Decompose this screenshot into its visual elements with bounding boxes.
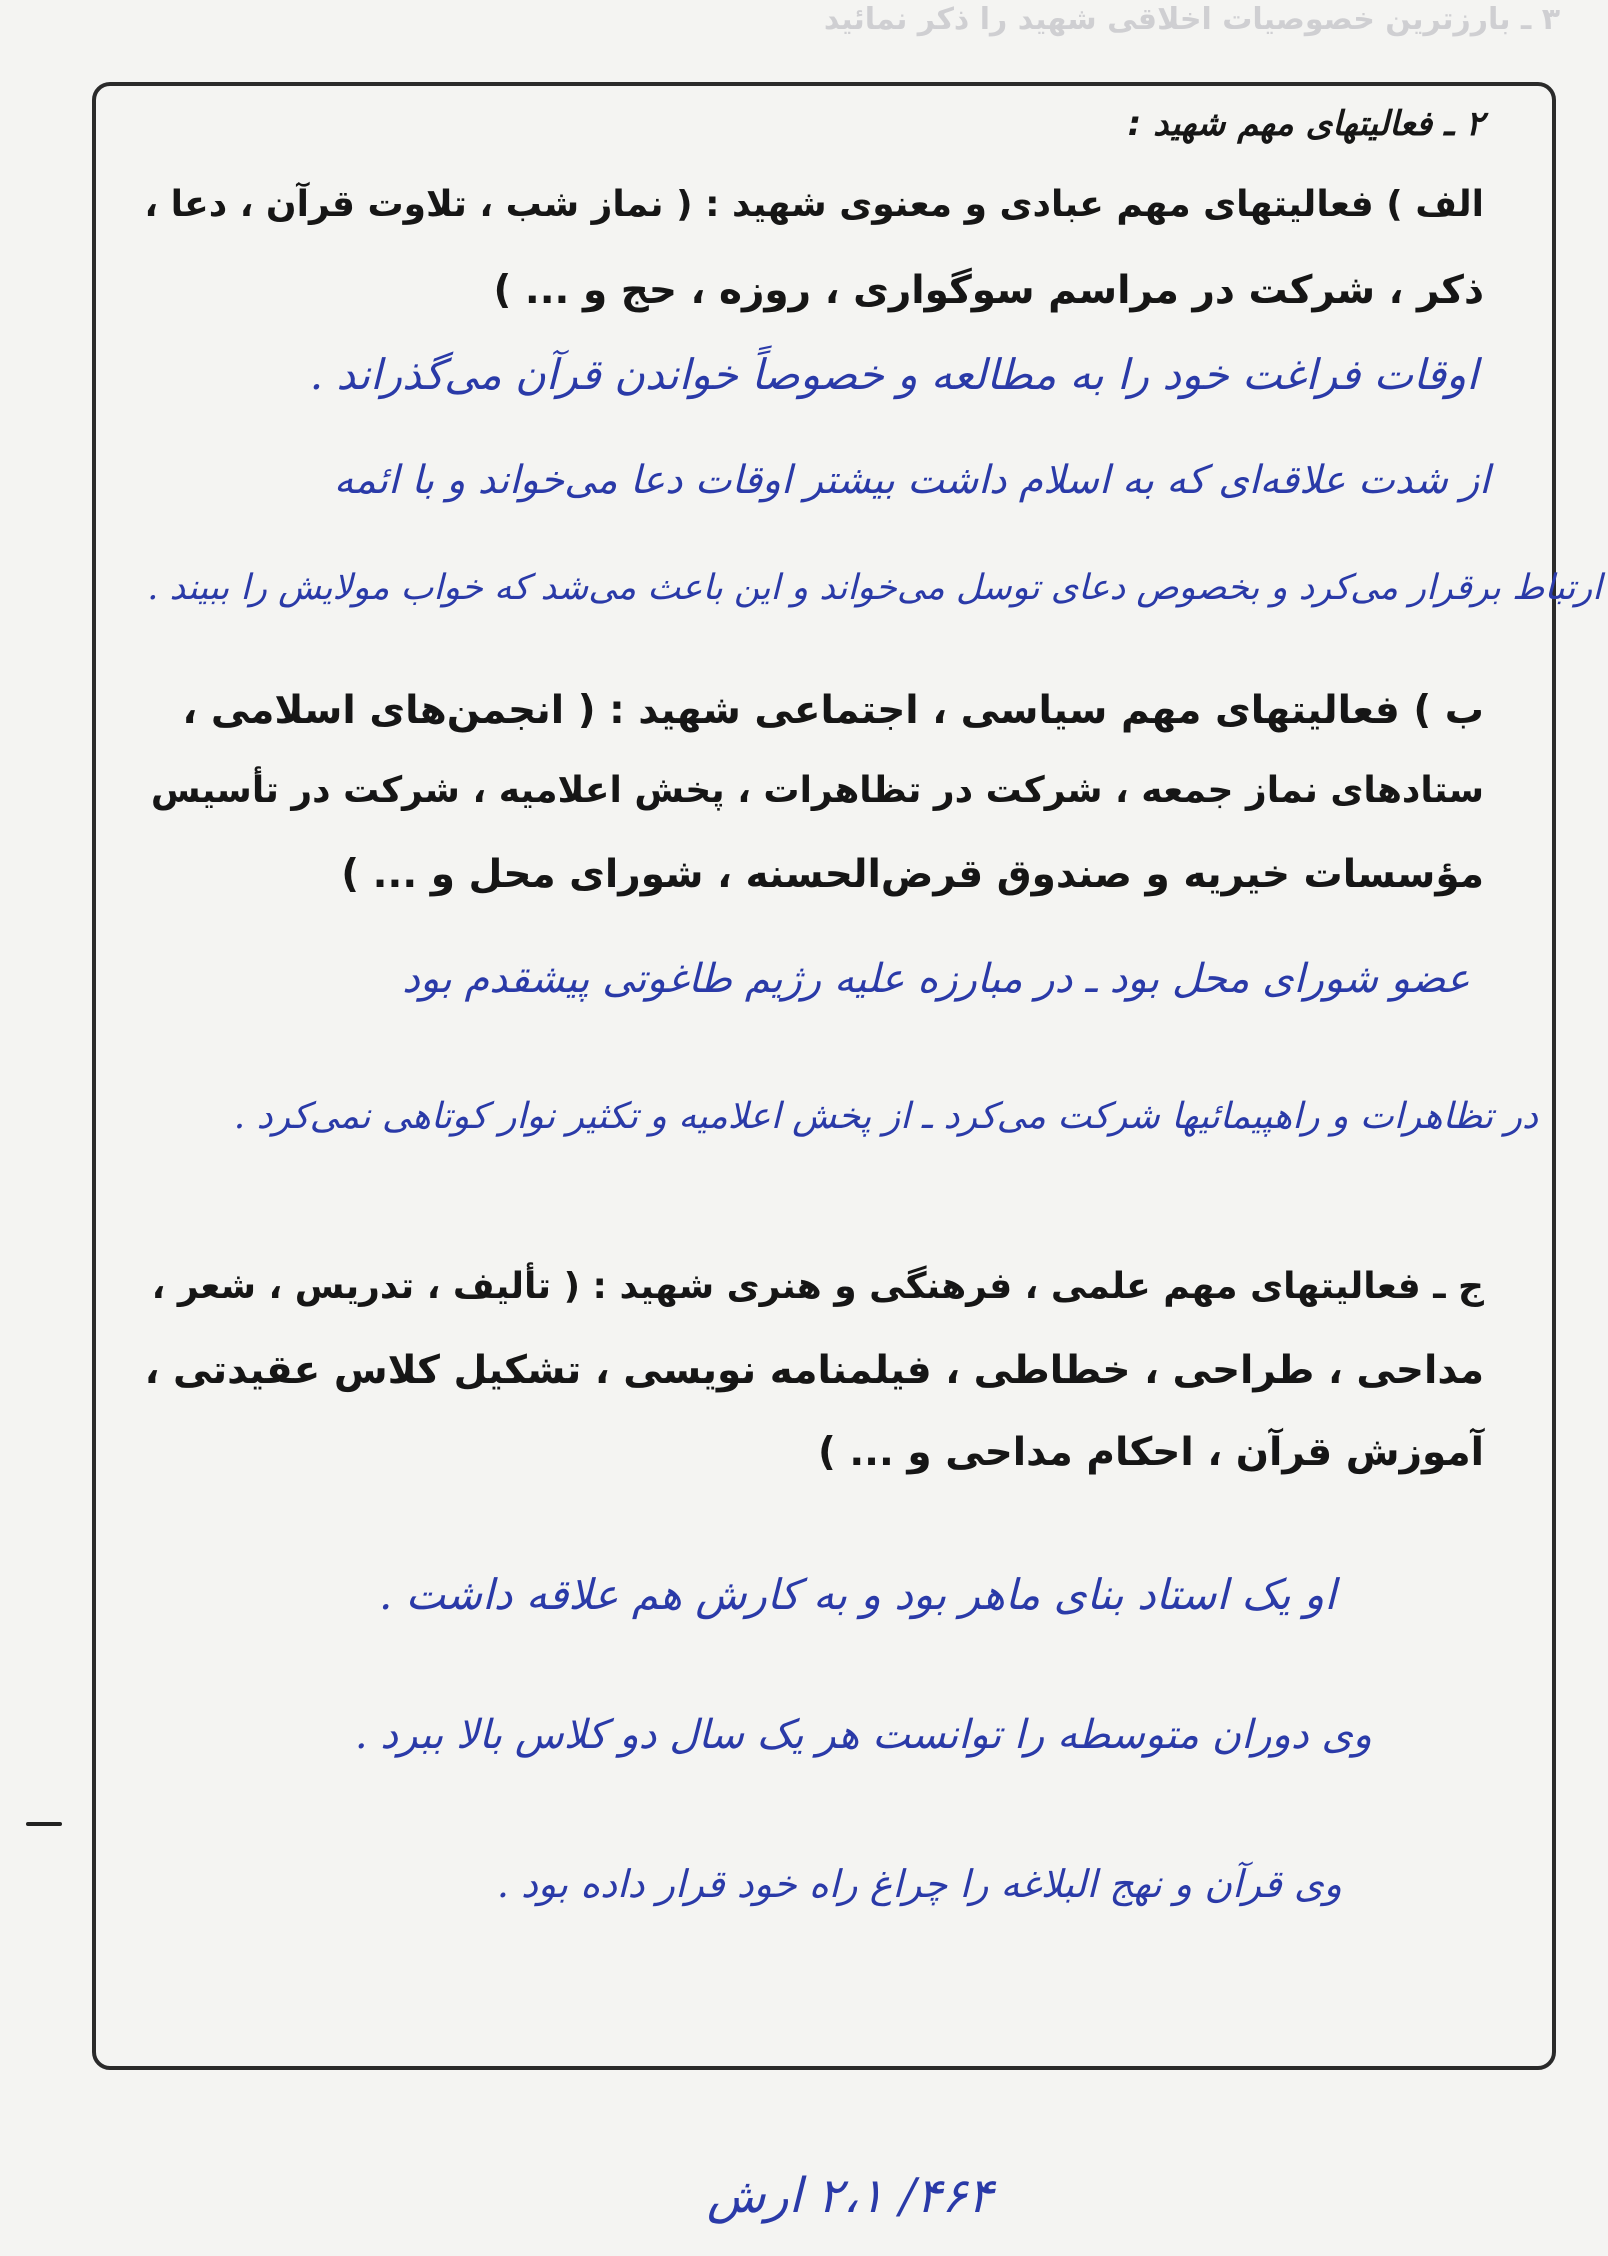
- section-b-answer-1: عضو شورای محل بود ـ در مبارزه علیه رژیم طاغوتی پیشقدم بود: [402, 956, 1470, 1002]
- section-c-answer-1: او یک استاد بنای ماهر بود و به کارش هم علاقه داشت .: [378, 1570, 1336, 1619]
- section-c-answer-3: وی قرآن و نهج البلاغه را چراغ راه خود قرار داده بود .: [496, 1862, 1342, 1906]
- section-c-line-2: مداحی ، طراحی ، خطاطی ، فیلمنامه نویسی ، تشکیل کلاس عقیدتی ،: [144, 1348, 1484, 1393]
- section-c-line-3: آموزش قرآن ، احکام مداحی و ... ): [817, 1430, 1484, 1475]
- section-a-answer-1: اوقات فراغت خود را به مطالعه و خصوصاً خواندن قرآن می‌گذراند .: [309, 350, 1478, 399]
- stray-pen-mark: [26, 1822, 62, 1826]
- bleed-through-text: ۳ ـ بارزترین خصوصیات اخلاقی شهید را ذکر نمائید: [823, 2, 1560, 37]
- section-b-answer-2: در تظاهرات و راهپیمائیها شرکت می‌کرد ـ از پخش اعلامیه و تکثیر نوار کوتاهی نمی‌کرد .: [233, 1096, 1538, 1137]
- section-c-line-1: ج ـ فعالیتهای مهم علمی ، فرهنگی و هنری شهید : ( تألیف ، تدریس ، شعر ،: [151, 1266, 1484, 1307]
- section-a-answer-3: ارتباط برقرار می‌کرد و بخصوص دعای توسل می‌خواند و این باعث می‌شد که خواب مولایش را ببیند .: [147, 568, 1602, 608]
- section-heading: ۲ ـ فعالیتهای مهم شهید :: [1127, 104, 1484, 144]
- section-a-line-1: الف ) فعالیتهای مهم عبادی و معنوی شهید : ( نماز شب ، تلاوت قرآن ، دعا ،: [144, 184, 1484, 225]
- page-number: ۴۶۴/ ۲،۱ ارش: [706, 2168, 994, 2224]
- section-a-answer-2: از شدت علاقه‌ای که به اسلام داشت بیشتر اوقات دعا می‌خواند و با ائمه: [333, 458, 1490, 503]
- section-a-line-2: ذکر ، شرکت در مراسم سوگواری ، روزه ، حج و ... ): [493, 268, 1484, 313]
- section-b-line-1: ب ) فعالیتهای مهم سیاسی ، اجتماعی شهید : ( انجمن‌های اسلامی ،: [182, 688, 1484, 733]
- section-b-line-2: ستادهای نماز جمعه ، شرکت در تظاهرات ، پخش اعلامیه ، شرکت در تأسیس: [150, 770, 1484, 811]
- section-c-answer-2: وی دوران متوسطه را توانست هر یک سال دو کلاس بالا ببرد .: [354, 1712, 1372, 1758]
- section-b-line-3: مؤسسات خیریه و صندوق قرض‌الحسنه ، شورای محل و ... ): [341, 852, 1484, 897]
